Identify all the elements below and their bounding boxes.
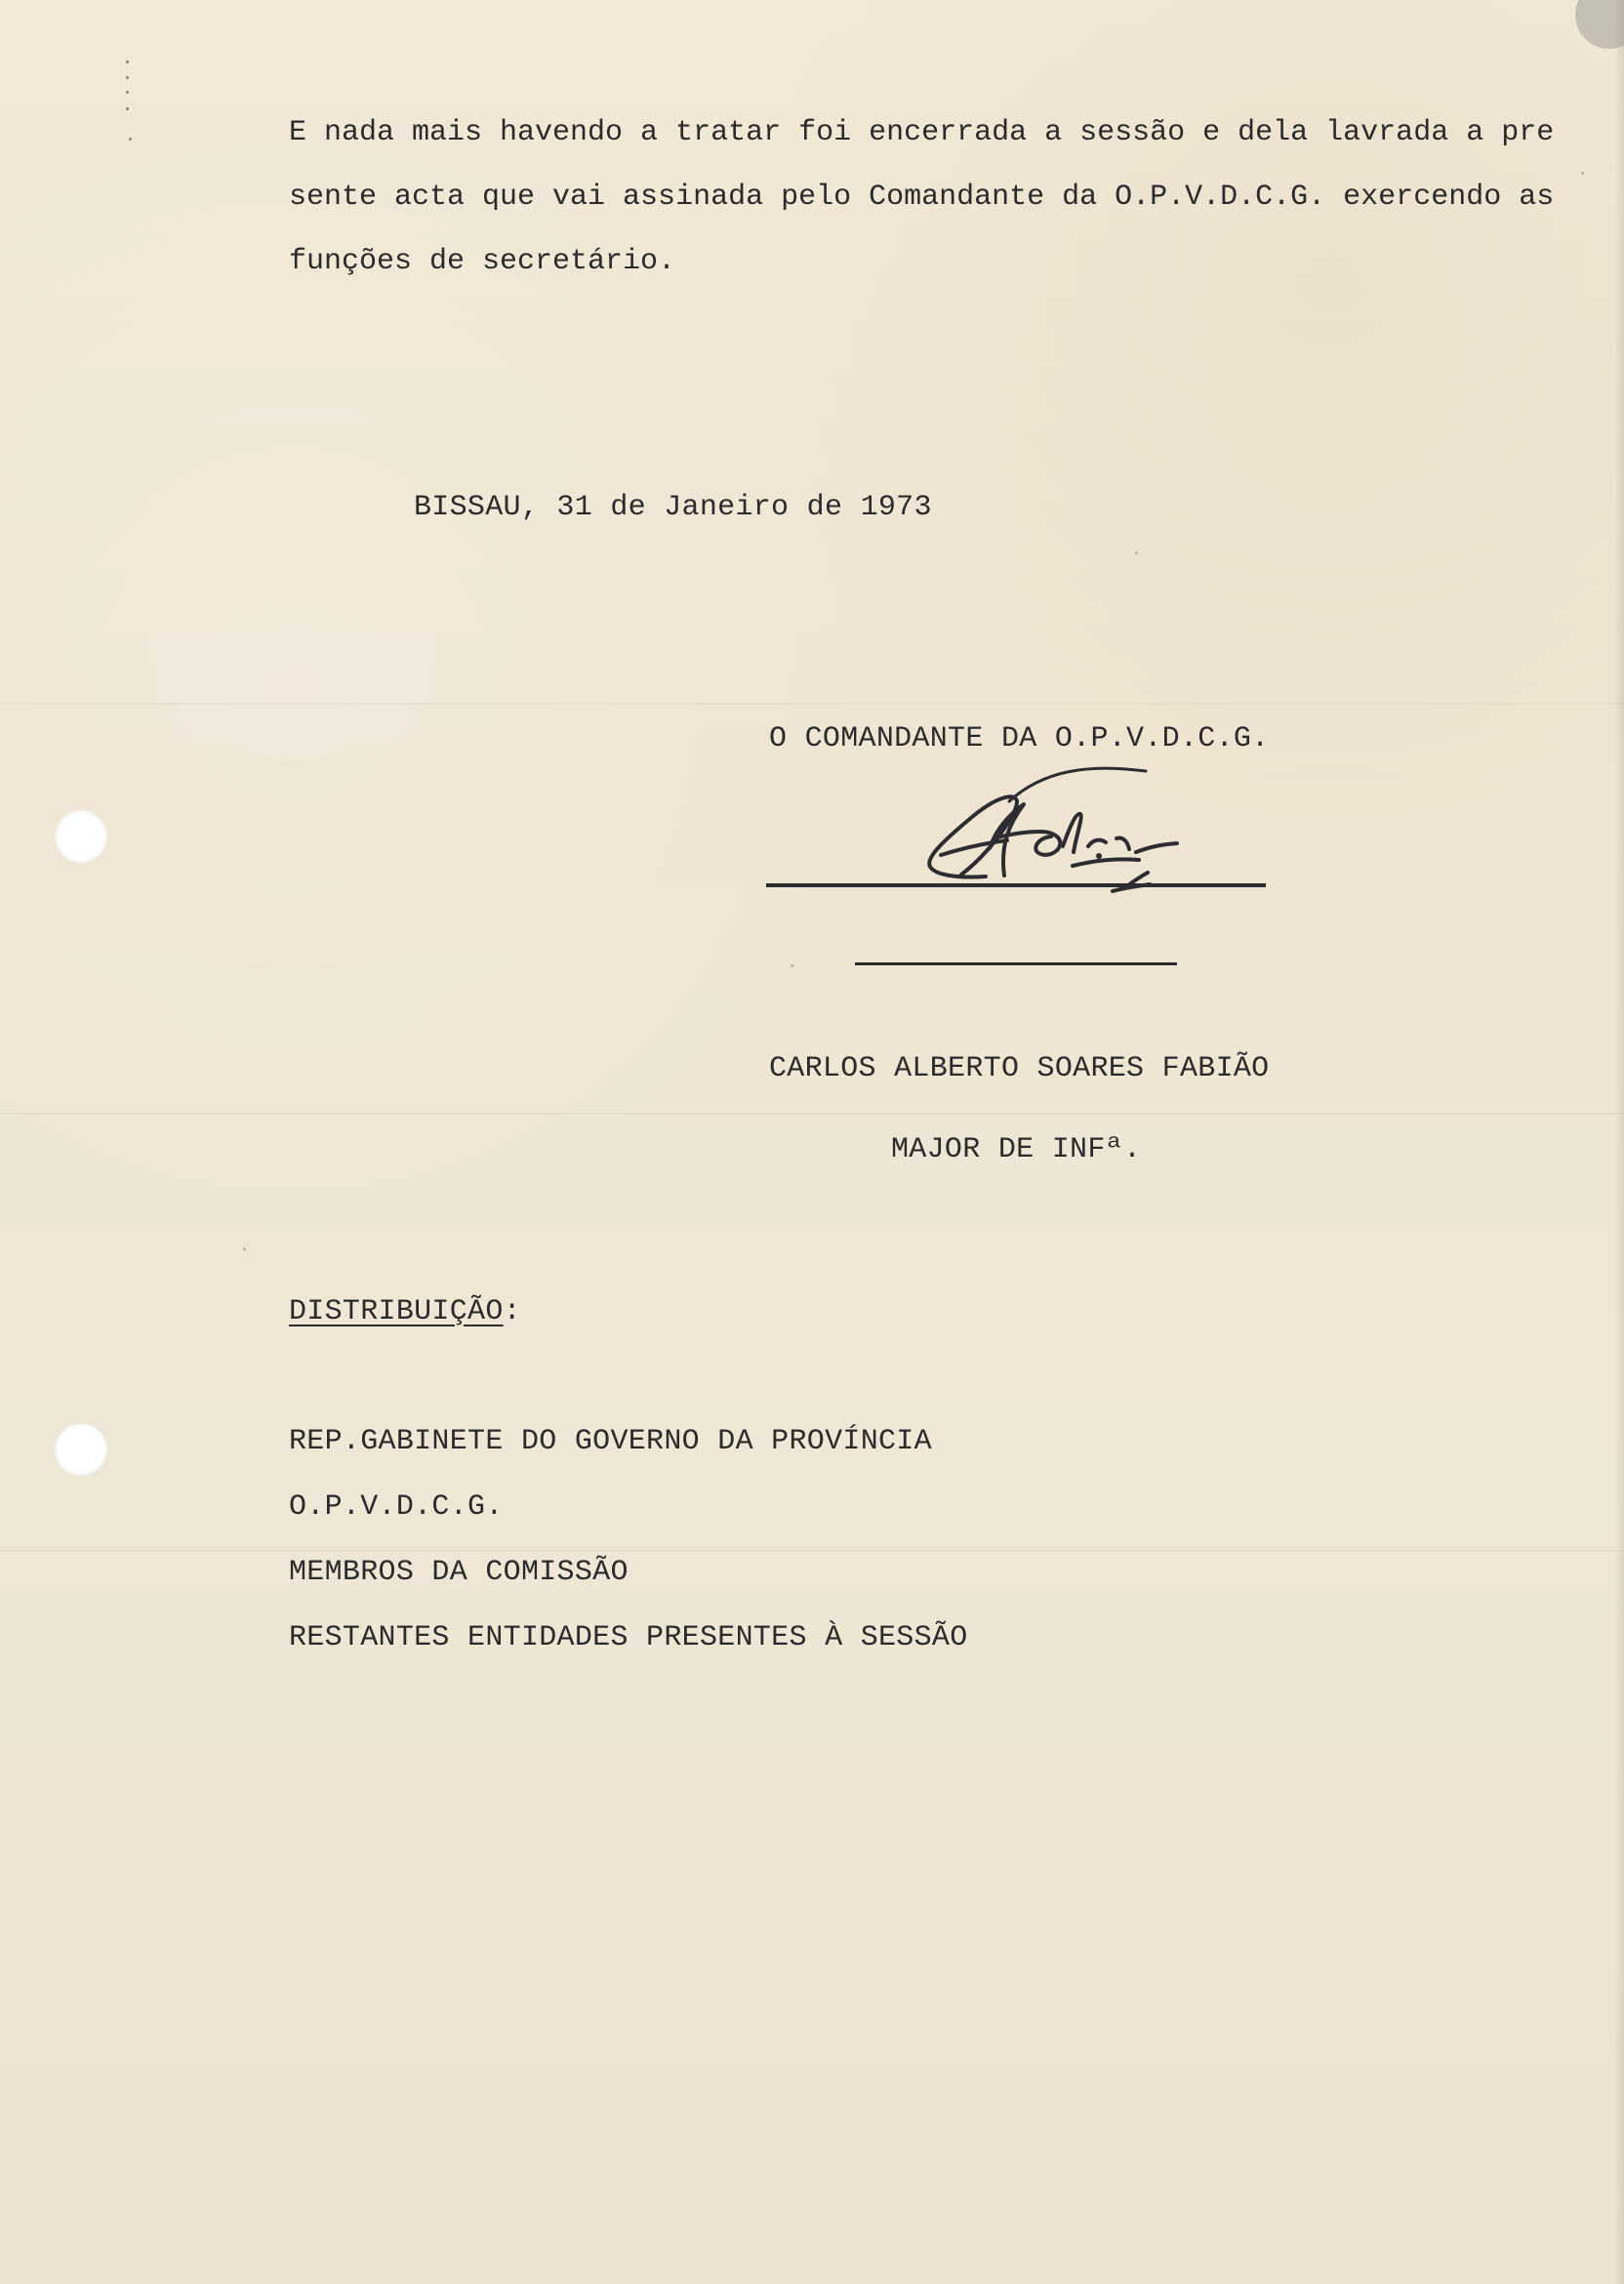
commander-title: O COMANDANTE DA O.P.V.D.C.G.	[769, 722, 1270, 755]
fold-line-middle	[0, 1113, 1624, 1115]
paper-speck	[1135, 551, 1138, 554]
distribution-item: REP.GABINETE DO GOVERNO DA PROVÍNCIA	[289, 1425, 932, 1458]
punch-hole-bottom	[55, 1423, 107, 1476]
paper-speck	[1581, 172, 1584, 175]
right-edge-shadow	[1614, 0, 1624, 2284]
paper-speck	[243, 1247, 246, 1250]
punch-hole-top	[55, 810, 107, 863]
distribution-item: RESTANTES ENTIDADES PRESENTES À SESSÃO	[289, 1621, 968, 1654]
signer-name: CARLOS ALBERTO SOARES FABIÃO	[769, 1052, 1270, 1085]
handwritten-signature	[908, 759, 1230, 925]
closing-paragraph	[289, 101, 1567, 294]
distribution-heading-suffix: :	[503, 1295, 521, 1328]
signature-line-short	[855, 962, 1177, 965]
date-line: BISSAU, 31 de Janeiro de 1973	[414, 491, 932, 524]
margin-stain-marks	[123, 61, 133, 143]
distribution-item: O.P.V.D.C.G.	[289, 1490, 504, 1524]
fold-line-top	[0, 703, 1624, 705]
closing-paragraph-line-3: funções de secretário.	[289, 245, 676, 278]
paper-speck	[791, 964, 793, 967]
distribution-item: MEMBROS DA COMISSÃO	[289, 1556, 629, 1589]
distribution-heading	[289, 1297, 521, 1326]
closing-paragraph-line-2: sente acta que vai assinada pelo Comandante da O.P.V.D.C.G. exercendo as	[289, 181, 1555, 214]
fold-line-bottom	[0, 1550, 1624, 1552]
signer-rank: MAJOR DE INFª.	[891, 1133, 1142, 1166]
distribution-heading-text: DISTRIBUIÇÃO	[289, 1295, 504, 1328]
closing-paragraph-line-1: E nada mais havendo a tratar foi encerrada a sessão e dela lavrada a pre	[289, 116, 1555, 149]
